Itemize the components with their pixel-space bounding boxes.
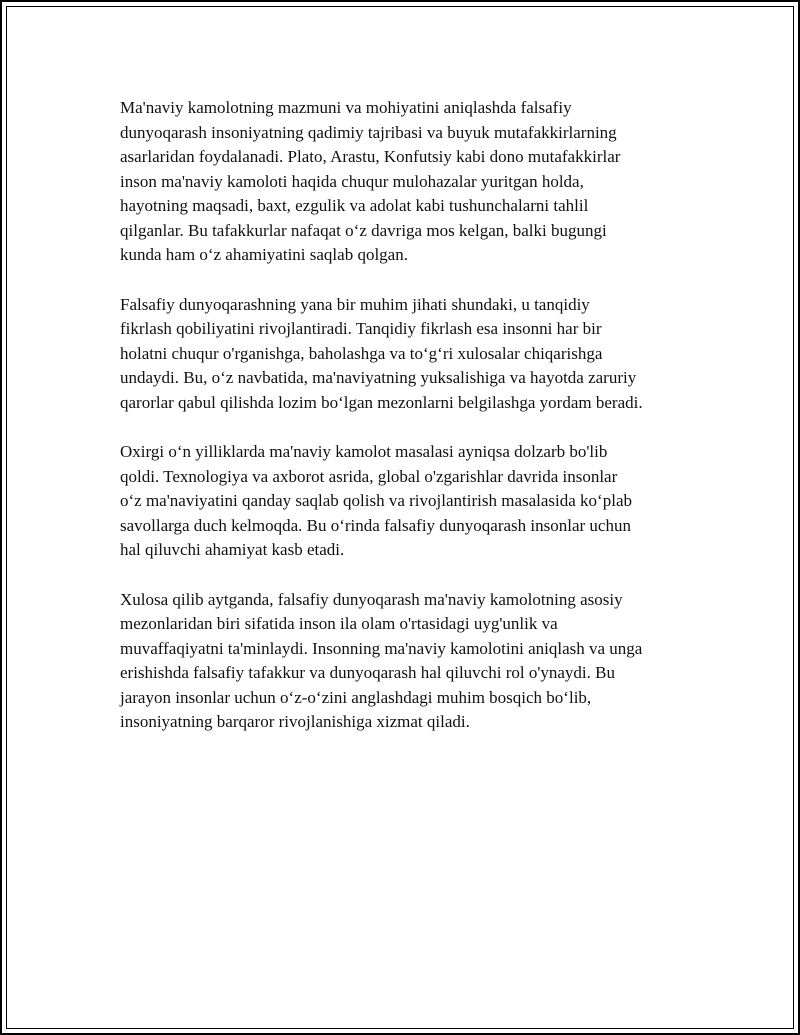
text-line: Ma'naviy kamolotning mazmuni va mohiyatini aniqlashda falsafiy <box>120 98 572 117</box>
text-line: fikrlash qobiliyatini rivojlantiradi. Tanqidiy fikrlash esa insonni har bir <box>120 319 602 338</box>
text-line: hal qiluvchi ahamiyat kasb etadi. <box>120 540 345 559</box>
text-line: inson ma'naviy kamoloti haqida chuqur mulohazalar yuritgan holda, <box>120 171 584 191</box>
text-line: erishishda falsafiy tafakkur va dunyoqarash hal qiluvchi rol o'ynaydi. Bu <box>120 663 615 682</box>
text-line: mezonlaridan biri sifatida inson ila olam o'rtasidagi uyg'unlik va <box>120 614 558 633</box>
paragraph-1 <box>120 96 700 268</box>
text-line: o‘z ma'naviyatini qanday saqlab qolish va rivojlantirish masalasida ko‘plab <box>120 491 632 510</box>
text-line: undaydi. Bu, o‘z navbatida, ma'naviyatning yuksalishiga va hayotda zaruriy <box>120 368 637 387</box>
text-line: insoniyatning barqaror rivojlanishiga xizmat qiladi. <box>120 712 470 731</box>
text-line: asarlaridan foydalanadi. Plato, Arastu, Konfutsiy kabi dono mutafakkirlar <box>120 147 621 166</box>
text-line: dunyoqarash insoniyatning qadimiy tajribasi va buyuk mutafakkirlarning <box>120 122 617 142</box>
text-line: holatni chuqur o'rganishga, baholashga va to‘g‘ri xulosalar chiqarishga <box>120 343 603 363</box>
text-line: kunda ham o‘z ahamiyatini saqlab qolgan. <box>120 245 408 264</box>
document-body <box>120 96 700 760</box>
text-line: qilganlar. Bu tafakkurlar nafaqat o‘z davriga mos kelgan, balki bugungi <box>120 220 607 240</box>
text-line: muvaffaqiyatni ta'minlaydi. Insonning ma'naviy kamolotini aniqlash va unga <box>120 638 643 658</box>
text-line: savollarga duch kelmoqda. Bu o‘rinda falsafiy dunyoqarash insonlar uchun <box>120 515 631 535</box>
text-line: Oxirgi o‘n yilliklarda ma'naviy kamolot masalasi ayniqsa dolzarb bo'lib <box>120 442 608 461</box>
paragraph-2 <box>120 293 700 416</box>
paragraph-4 <box>120 588 700 735</box>
text-line: Falsafiy dunyoqarashning yana bir muhim jihati shundaki, u tanqidiy <box>120 294 590 314</box>
text-line: qoldi. Texnologiya va axborot asrida, global o'zgarishlar davrida insonlar <box>120 466 618 486</box>
paragraph-3 <box>120 440 700 563</box>
text-line: jarayon insonlar uchun o‘z-o‘zini anglashdagi muhim bosqich bo‘lib, <box>120 687 592 707</box>
text-line: Xulosa qilib aytganda, falsafiy dunyoqarash ma'naviy kamolotning asosiy <box>120 589 623 609</box>
text-line: qarorlar qabul qilishda lozim bo‘lgan mezonlarni belgilashga yordam beradi. <box>120 392 643 412</box>
text-line: hayotning maqsadi, baxt, ezgulik va adolat kabi tushunchalarni tahlil <box>120 196 589 215</box>
